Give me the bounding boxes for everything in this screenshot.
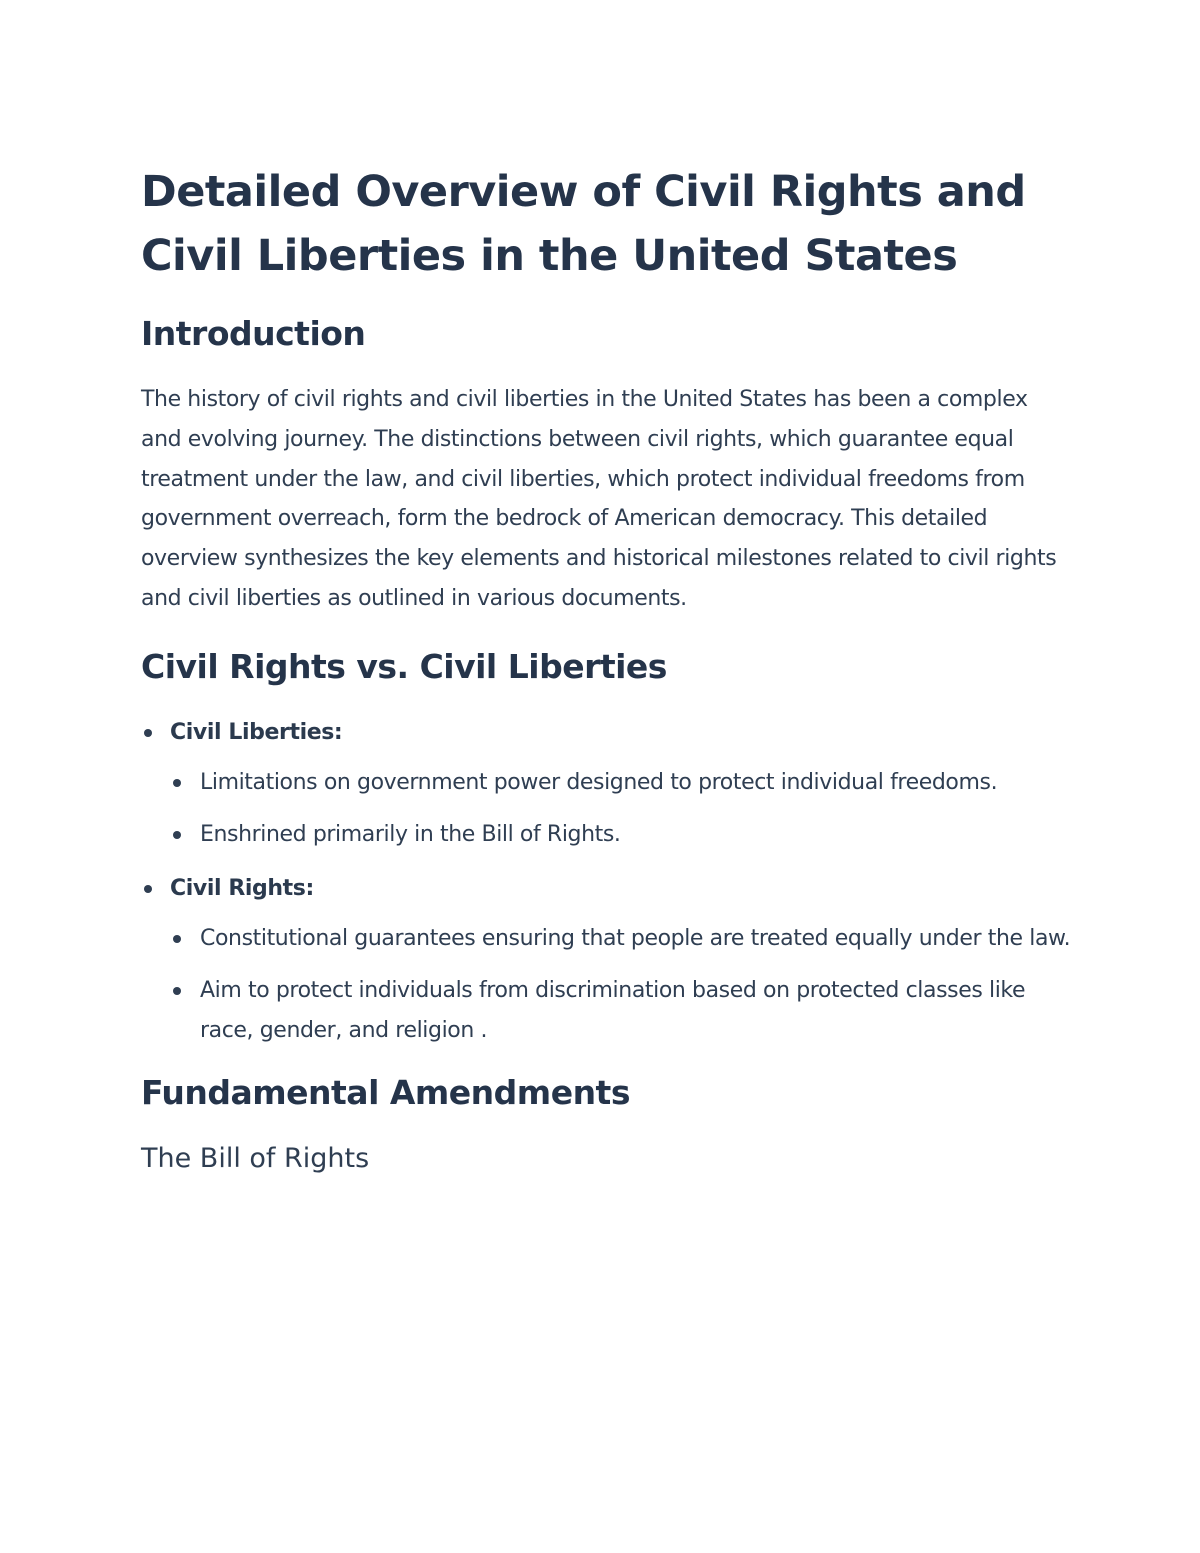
introduction-heading: Introduction [141, 314, 366, 353]
sub-list [170, 763, 1071, 855]
document-title [141, 160, 1071, 288]
comparison-list [141, 713, 1071, 1051]
document-title-line-1: Detailed Overview of Civil Rights and [141, 167, 1026, 217]
document-page [141, 160, 1071, 1179]
list-item-civil-rights [141, 869, 1071, 1051]
sub-list-item: Constitutional guarantees ensuring that people are treated equally under the law. [170, 919, 1071, 959]
sub-list-item: Limitations on government power designed to protect individual freedoms. [170, 763, 1071, 803]
amendments-heading: Fundamental Amendments [141, 1072, 630, 1112]
comparison-heading: Civil Rights vs. Civil Liberties [141, 646, 667, 686]
list-item-label: Civil Liberties: [170, 719, 343, 745]
sub-list-item: Aim to protect individuals from discrimination based on protected classes like race, gender, and religion . [170, 971, 1071, 1051]
sub-list [170, 919, 1071, 1051]
introduction-paragraph: The history of civil rights and civil liberties in the United States has been a complex and evolving journey. The distinctions between civil rights, which guarantee equal treatment under the law, and civil liberties, which protect individual freedoms from government overreach, form the bedrock of American democracy. This detailed overview synthesizes the key elements and historical milestones related to civil rights and civil liberties as outlined in various documents. [141, 387, 1057, 611]
document-title-line-2: Civil Liberties in the United States [141, 231, 958, 281]
list-item-civil-liberties [141, 713, 1071, 855]
bill-of-rights-subheading: The Bill of Rights [141, 1142, 370, 1174]
sub-list-item: Enshrined primarily in the Bill of Rights. [170, 815, 1071, 855]
amendments-section [141, 1071, 1071, 1179]
list-item-label: Civil Rights: [170, 875, 314, 901]
